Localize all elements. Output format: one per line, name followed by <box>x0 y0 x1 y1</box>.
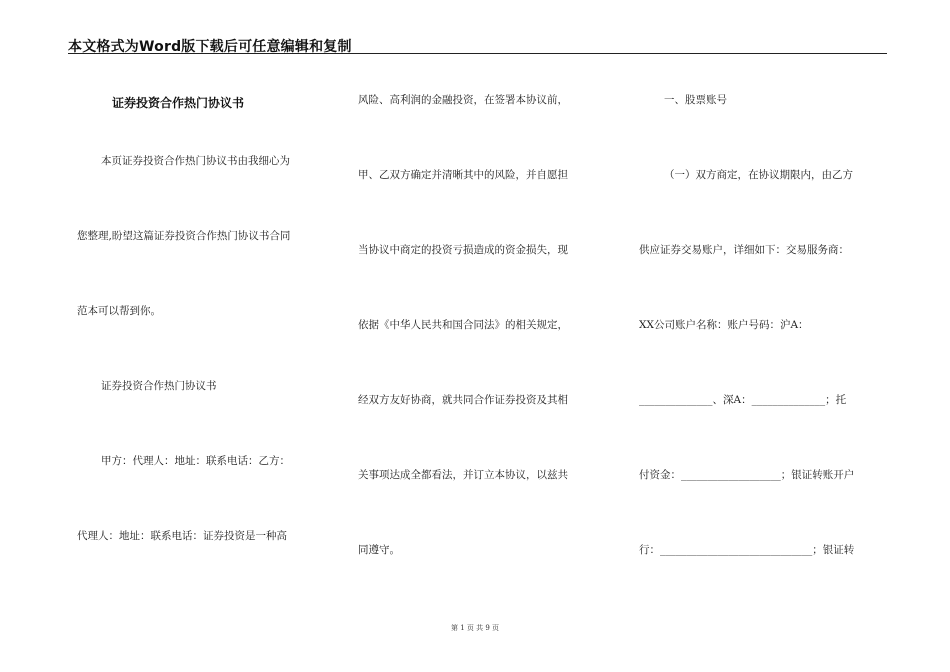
column-3-line: XX公司账户名称：账户号码：沪A： <box>639 319 809 331</box>
column-3-line: （一）双方商定，在协议期限内，由乙方 <box>664 169 853 181</box>
column-2-line: 风险、高利润的金融投资，在签署本协议前， <box>358 94 568 106</box>
column-3-line: 行：_____________________________；银证转 <box>639 544 855 556</box>
column-2-line: 当协议中商定的投资亏损造成的资金损失，现 <box>358 244 568 256</box>
column-1-line: 范本可以帮到你。 <box>77 305 161 317</box>
column-1-line: 本页证券投资合作热门协议书由我细心为 <box>101 155 290 167</box>
column-2-line: 甲、乙双方确定并清晰其中的风险，并自愿担 <box>358 169 568 181</box>
column-1-line: 证券投资合作热门协议书 <box>101 380 217 392</box>
column-3-line: 付资金：___________________；银证转账开户 <box>639 469 855 481</box>
column-2-line: 关事项达成全都看法，并订立本协议，以兹共 <box>358 469 568 481</box>
column-1-line: 您整理,盼望这篇证券投资合作热门协议书合同 <box>77 230 291 242</box>
column-2-line: 经双方友好协商，就共同合作证券投资及其相 <box>358 394 568 406</box>
column-2-line: 依据《中华人民共和国合同法》的相关规定， <box>358 319 568 331</box>
column-1-line: 甲方：代理人：地址：联系电话：乙方： <box>101 455 290 467</box>
column-1-line: 代理人：地址：联系电话：证券投资是一种高 <box>77 530 287 542</box>
column-3-line: 一、股票账号 <box>664 94 727 106</box>
column-3-line: ______________、深A：______________；托 <box>639 394 847 406</box>
column-3-line: 供应证券交易账户，详细如下：交易服务商： <box>639 244 849 256</box>
column-2-line: 同遵守。 <box>358 544 400 556</box>
document-title: 证券投资合作热门协议书 <box>112 96 245 110</box>
document-header-banner: 本文格式为Word版下载后可任意编辑和复制 <box>68 39 352 55</box>
page-number-footer: 第 1 页 共 9 页 <box>450 624 500 632</box>
header-divider <box>68 53 887 54</box>
